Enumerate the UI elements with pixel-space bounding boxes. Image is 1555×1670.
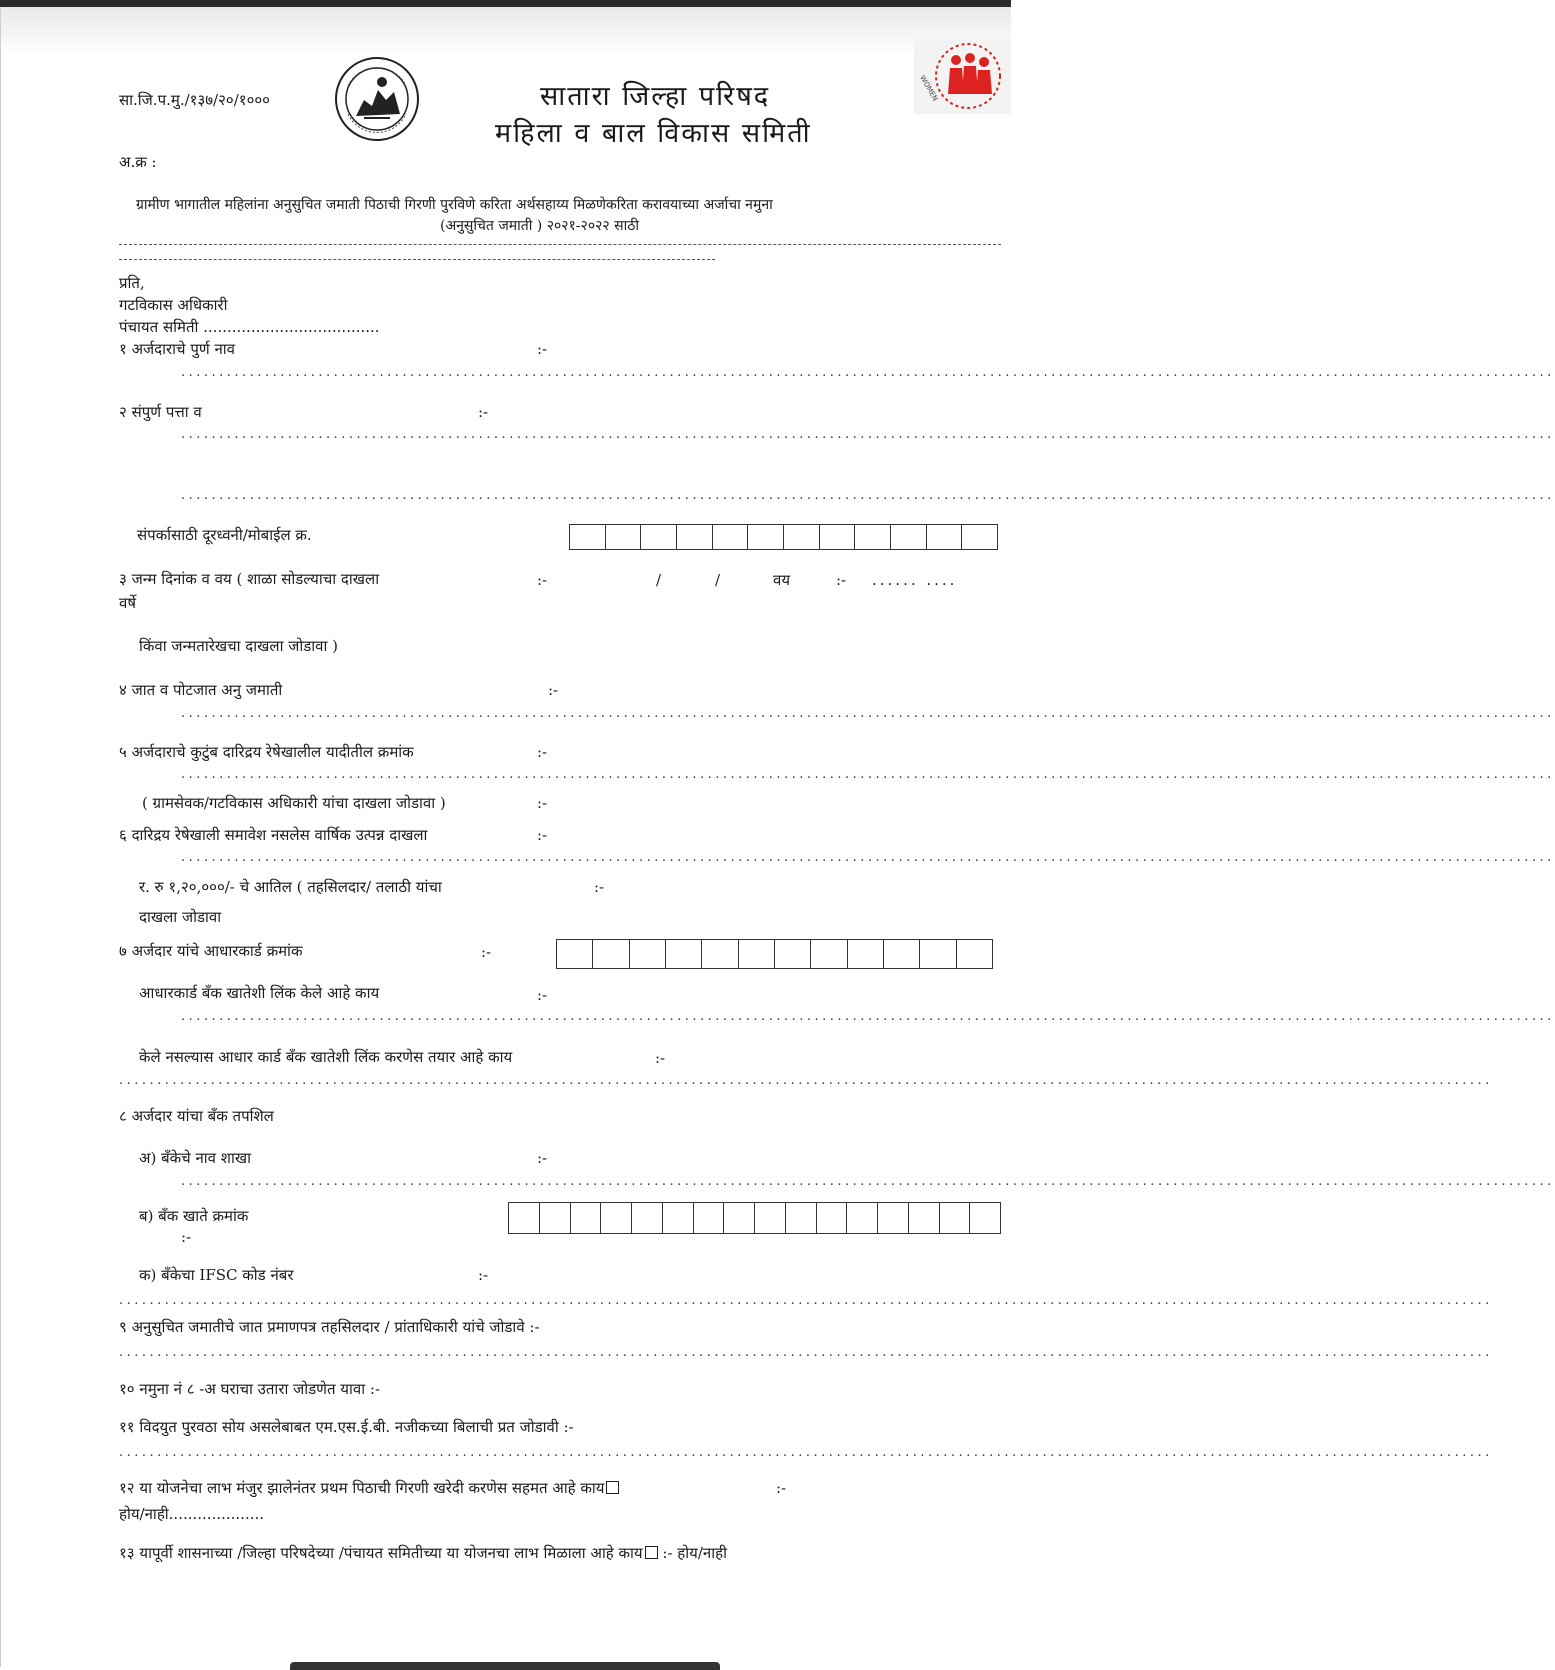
field-7-label: ७ अर्जदार यांचे आधारकार्ड क्रमांक [119, 942, 303, 960]
top-bar [0, 0, 1011, 7]
field-2-sep: :- [478, 403, 489, 421]
field-8b-sep: :- [181, 1228, 192, 1246]
field-7-sub2-sep: :- [655, 1049, 666, 1067]
page-title-line1: सातारा जिल्हा परिषद [540, 81, 771, 112]
separator-line-1 [119, 244, 1001, 245]
field-13-answer[interactable]: :- होय/नाही [662, 1544, 727, 1562]
aadhaar-number-boxes[interactable] [556, 939, 993, 969]
field-5-sub-sep: :- [537, 794, 548, 812]
field-12-sep: :- [776, 1479, 787, 1497]
dob-slash-2: / [715, 571, 721, 589]
field-4-label: ४ जात व पोटजात अनु जमाती [119, 681, 283, 699]
contact-label: संपर्कासाठी दूरध्वनी/मोबाईल क्र. [137, 526, 312, 544]
age-fill-line[interactable]: ...... .... [872, 571, 958, 589]
field-9-label: ९ अनुसुचित जमातीचे जात प्रमाणपत्र तहसिलदार / प्रांताधिकारी यांचे जोडावे :- [119, 1318, 540, 1336]
age-sep: :- [836, 571, 847, 589]
phone-number-boxes[interactable] [569, 524, 998, 550]
field-8-label: ८ अर्जदार यांचा बँक तपशिल [119, 1107, 274, 1125]
field-10-label: १० नमुना नं ८ -अ घराचा उतारा जोडणेत यावा :- [119, 1380, 381, 1398]
addressee-officer: गटविकास अधिकारी [119, 296, 228, 314]
field-6-label: ६ दारिद्रय रेषेखाली समावेश नसलेस वार्षिक उत्पन्न दाखला [119, 826, 428, 844]
field-8a-fill-line[interactable]: .................................................................................................................................................................................... [181, 1174, 1555, 1189]
addressee-office: पंचायत समिती ..................................... [119, 318, 380, 336]
field-6-sub-sep: :- [594, 878, 605, 896]
field-7-sub1-sep: :- [537, 986, 548, 1004]
field-2-fill-line-1[interactable]: .................................................................................................................................................................................... [181, 427, 1555, 442]
field-6-sub2: दाखला जोडावा [139, 908, 222, 926]
field-7-sep: :- [481, 943, 492, 961]
field-7-sub1: आधारकार्ड बँक खातेशी लिंक केले आहे काय [139, 984, 380, 1002]
field-2-label: २ संपुर्ण पत्ता व [119, 403, 202, 421]
page-title-line2: महिला व बाल विकास समिती [495, 118, 812, 149]
field-2-fill-line-2[interactable]: .................................................................................................................................................................................... [181, 488, 1555, 503]
field-12-text: १२ या योजनेचा लाभ मंजुर झालेनंतर प्रथम पिठाची गिरणी खरेदी करणेस सहमत आहे काय [119, 1479, 605, 1497]
field-13-text: १३ यापूर्वी शासनाच्या /जिल्हा परिषदेच्या /पंचायत समितीच्या या योजनचा लाभ मिळाला आहे काय [119, 1544, 643, 1562]
field-7-fill-line[interactable]: .................................................................................................................................................................................... [181, 1009, 1555, 1024]
bottom-scroll-indicator [290, 1662, 720, 1670]
years-label: वर्षे [119, 594, 137, 612]
field-8c-label: क) बँकेचा IFSC कोड नंबर [139, 1266, 294, 1284]
field-6-sub1: र. रु १,२०,०००/- चे आतिल ( तहसिलदार/ तलाठी यांचा [139, 878, 442, 896]
field-5-sep: :- [537, 743, 548, 761]
field-1-sep: :- [537, 340, 548, 358]
field-12-label [119, 1481, 619, 1496]
form-title-line2: (अनुसुचित जमाती ) २०२१-२०२२ साठी [440, 218, 639, 234]
field-3-sep: :- [537, 571, 548, 589]
field-1-label: १ अर्जदाराचे पुर्ण नाव [119, 340, 236, 358]
zp-seal-logo [334, 56, 420, 142]
field-6-sep: :- [537, 826, 548, 844]
field-13-checkbox[interactable] [645, 1546, 658, 1559]
form-title-line1: ग्रामीण भागातील महिलांना अनुसुचित जमाती पिठाची गिरणी पुरविणे करिता अर्थसहाय्य मिळणेकरिता करावयाच्या अर्जाचा नमुना [136, 197, 773, 213]
field-11-label: ११ विदयुत पुरवठा सोय असलेबाबत एम.एस.ई.बी. नजीकच्या बिलाची प्रत जोडावी :- [119, 1418, 574, 1436]
field-9-fill-line[interactable]: .................................................................................................................................................................................... [119, 1345, 1493, 1360]
serial-number-label: अ.क्र : [119, 153, 157, 171]
field-8a-label: अ) बँकेचे नाव शाखा [139, 1149, 252, 1167]
field-13-label [119, 1546, 727, 1561]
field-5-label: ५ अर्जदाराचे कुटुंब दारिद्रय रेषेखालील यादीतील क्रमांक [119, 743, 414, 761]
top-shade [0, 7, 1011, 55]
field-6-fill-line[interactable]: .................................................................................................................................................................................... [181, 850, 1555, 865]
field-11-fill-line[interactable]: .................................................................................................................................................................................... [119, 1445, 1493, 1460]
field-5-fill-line[interactable]: .................................................................................................................................................................................... [181, 767, 1555, 782]
field-4-sep: :- [548, 681, 559, 699]
field-1-fill-line[interactable]: .................................................................................................................................................................................... [181, 365, 1555, 380]
reference-number: सा.जि.प.मु./१३७/२०/१००० [119, 91, 270, 109]
dob-slash-1: / [656, 571, 662, 589]
field-8b-label: ब) बँक खाते क्रमांक [139, 1207, 249, 1225]
bank-account-boxes[interactable] [508, 1202, 1001, 1234]
field-7-fill-line-2[interactable]: .................................................................................................................................................................................... [119, 1073, 1493, 1088]
addressee-to: प्रति, [119, 274, 145, 292]
women-logo [914, 38, 1011, 114]
field-5-sub: ( ग्रामसेवक/गटविकास अधिकारी यांचा दाखला जोडावा ) [142, 794, 446, 812]
field-7-sub2: केले नसल्यास आधार कार्ड बँक खातेशी लिंक करणेस तयार आहे काय [139, 1048, 513, 1066]
left-edge [0, 7, 1, 1667]
field-3-label: ३ जन्म दिनांक व वय ( शाळा सोडल्याचा दाखला [119, 570, 380, 588]
svg-text:WOMEN: WOMEN [918, 74, 940, 103]
field-8a-sep: :- [537, 1149, 548, 1167]
field-8c-sep: :- [478, 1266, 489, 1284]
field-3-sub: किंवा जन्मतारेखचा दाखला जोडावा ) [139, 637, 339, 655]
field-8c-fill-line[interactable]: .................................................................................................................................................................................... [119, 1293, 1493, 1308]
separator-line-2 [119, 259, 715, 260]
field-4-fill-line[interactable]: .................................................................................................................................................................................... [181, 706, 1555, 721]
field-12-checkbox[interactable] [606, 1481, 619, 1494]
field-12-answer[interactable]: होय/नाही.................... [119, 1505, 265, 1523]
age-label: वय [773, 571, 791, 589]
